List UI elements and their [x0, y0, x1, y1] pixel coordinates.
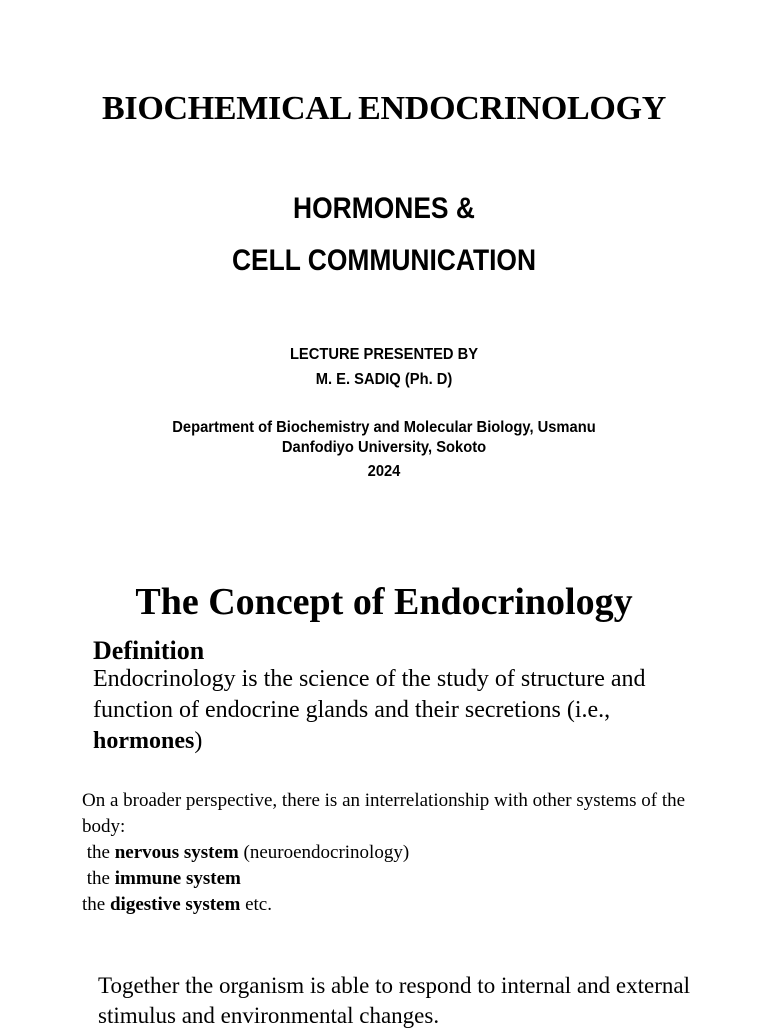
department-line-2: Danfodiyo University, Sokoto — [281, 439, 487, 456]
list-item — [82, 892, 702, 918]
item-bold-term: immune system — [114, 868, 241, 889]
subtitle-line-1: HORMONES & — [293, 192, 475, 225]
document-title: BIOCHEMICAL ENDOCRINOLOGY — [102, 90, 666, 127]
presenter-name: M. E. SADIQ (Ph. D) — [315, 371, 453, 388]
presented-by-label: LECTURE PRESENTED BY — [289, 346, 479, 363]
list-item — [82, 866, 702, 892]
definition-text-end: ) — [194, 728, 203, 754]
department-line-1: Department of Biochemistry and Molecular Biology, Usmanu — [172, 419, 596, 436]
item-bold-term: digestive system — [109, 894, 241, 915]
definition-text: Endocrinology is the science of the study of structure and function of endocrine glands and their secretions (i.e., — [93, 666, 646, 723]
definition-heading: Definition — [93, 636, 205, 665]
item-bold-term: nervous system — [114, 842, 239, 863]
definition-bold-term: hormones — [93, 728, 195, 754]
item-suffix: (neuroendocrinology) — [238, 842, 410, 863]
item-prefix: the — [82, 894, 110, 915]
section-title: The Concept of Endocrinology — [135, 581, 633, 623]
broader-perspective-block — [82, 788, 702, 918]
together-paragraph: Together the organism is able to respond to internal and external stimulus and environmental changes. — [98, 973, 690, 1028]
item-prefix: the — [82, 868, 115, 889]
item-suffix: etc. — [240, 894, 272, 915]
subtitle-line-2: CELL COMMUNICATION — [231, 244, 537, 277]
definition-paragraph — [93, 664, 673, 757]
broader-intro: On a broader perspective, there is an interrelationship with other systems of the body: — [82, 790, 686, 837]
year: 2024 — [367, 463, 401, 480]
item-prefix: the — [82, 842, 115, 863]
list-item — [82, 840, 702, 866]
